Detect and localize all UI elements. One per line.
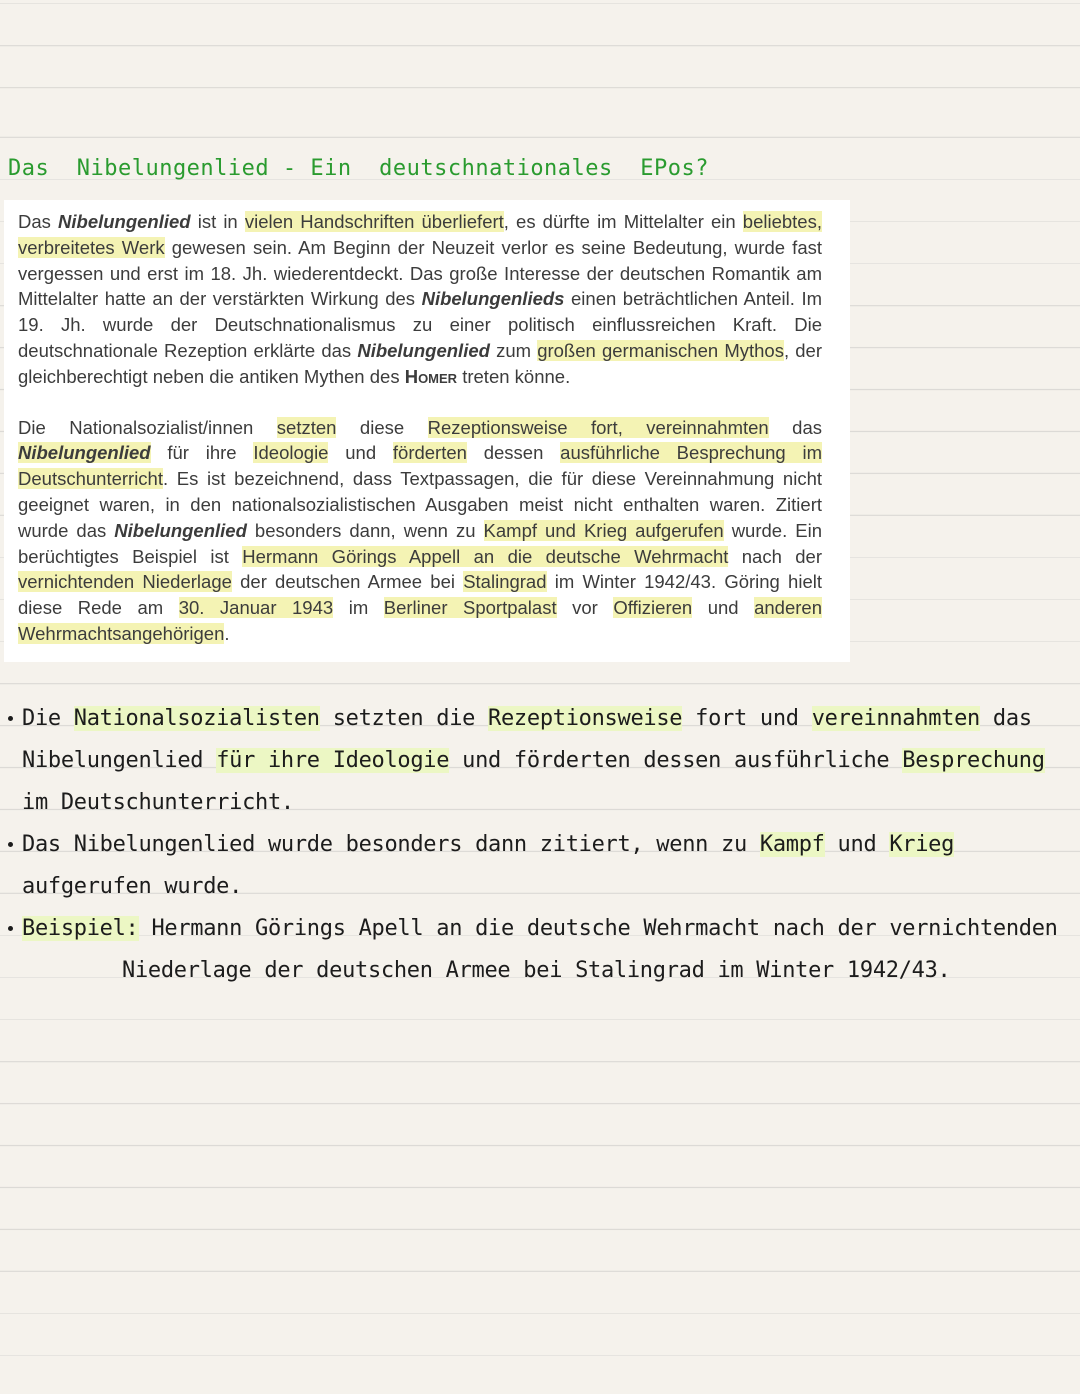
note-highlight: für ihre Ideologie <box>216 748 450 773</box>
note-item: Die Nationalsozialisten setzten die Rezeptionsweise fort und vereinnahmten das Nibelungenlied für ihre Ideologie und förderten dessen ausführliche Besprechung im Deutschunterricht. <box>8 698 1072 824</box>
highlight: Ideologie <box>253 442 329 464</box>
highlight: ausführliche Besprechung im Deutschunterricht <box>18 442 823 490</box>
highlight: Berliner Sportpalast <box>383 597 557 619</box>
highlight: beliebtes, verbreitetes Werk <box>18 211 822 258</box>
highlight: förderten <box>392 442 467 464</box>
page-title: Das Nibelungenlied - Ein deutschnationales EPos? <box>8 156 710 181</box>
note-highlight: Kampf <box>759 832 825 857</box>
highlight: setzten <box>276 416 337 438</box>
note-item: Das Nibelungenlied wurde besonders dann zitiert, wenn zu Kampf und Krieg aufgerufen wurde. <box>8 824 1072 908</box>
note-highlight: Nationalsozialisten <box>73 706 320 731</box>
highlight: Rezeptionsweise fort, vereinnahmten <box>427 416 769 438</box>
highlight: Offizieren <box>613 597 693 619</box>
textbook-excerpt <box>4 200 850 662</box>
note-highlight: vereinnahmten <box>811 706 980 731</box>
excerpt-paragraph-1: Das Nibelungenlied ist in vielen Handschriften überliefert, es dürfte im Mittelalter ein beliebtes, verbreitetes Werk gewesen sein. Am Beginn der Neuzeit verlor es seine Bedeutung, wurde fast vergessen und erst im 18. Jh. wiederentdeckt. Das große Interesse der deutschen Romantik am Mittelalter hatte an der verstärkten Wirkung des Nibelungenlieds einen beträchtlichen Anteil. Im 19. Jh. wurde der Deutschnationalismus zu einer politisch einflussreichen Kraft. Die deutschnationale Rezeption erklärte das Nibelungenlied zum großen germanischen Mythos, der gleichberechtigt neben die antiken Mythen des Homer treten könne. <box>18 211 823 387</box>
highlight: anderen Wehrmachtsangehörigen <box>18 597 822 644</box>
highlight: Stalingrad <box>463 571 547 593</box>
note-item: Beispiel: Hermann Görings Apell an die deutsche Wehrmacht nach der vernichtenden Niederlage der deutschen Armee bei Stalingrad im Winter 1942/43. <box>8 908 1072 992</box>
note-label: Beispiel: <box>22 916 139 941</box>
excerpt-paragraph-2: Die Nationalsozialist/innen setzten diese Rezeptionsweise fort, vereinnahmten das Nibelungenlied für ihre Ideologie und förderten dessen ausführliche Besprechung im Deutschunterricht. Es ist bezeichnend, dass Textpassagen, die für diese Vereinnahmung nicht geeignet waren, in den nationalsozialistischen Ausgaben meist nicht enthalten waren. Zitiert wurde das Nibelungenlied besonders dann, wenn zu Kampf und Krieg aufgerufen wurde. Ein berüchtigtes Beispiel ist Hermann Görings Appell an die deutsche Wehrmacht nach der vernichtenden Niederlage der deutschen Armee bei Stalingrad im Winter 1942/43. Göring hielt diese Rede am 30. Januar 1943 im Berliner Sportpalast vor Offizieren und anderen Wehrmachtsangehörigen. <box>18 416 823 644</box>
highlight: Kampf und Krieg aufgerufen <box>483 519 724 541</box>
highlight: vernichtenden Niederlage <box>18 571 232 593</box>
note-highlight: Besprechung <box>902 748 1045 773</box>
highlight: Hermann Görings Appell an die deutsche Wehrmacht <box>242 545 729 567</box>
note-highlight: Krieg <box>889 832 955 857</box>
note-highlight: Rezeptionsweise <box>488 706 683 731</box>
highlight: 30. Januar 1943 <box>178 597 334 619</box>
highlight: Nibelungenlied <box>18 442 151 464</box>
highlight: vielen Handschriften überliefert <box>244 211 504 232</box>
handwritten-notes <box>8 698 1072 992</box>
highlight: großen germanischen Mythos <box>537 339 784 361</box>
